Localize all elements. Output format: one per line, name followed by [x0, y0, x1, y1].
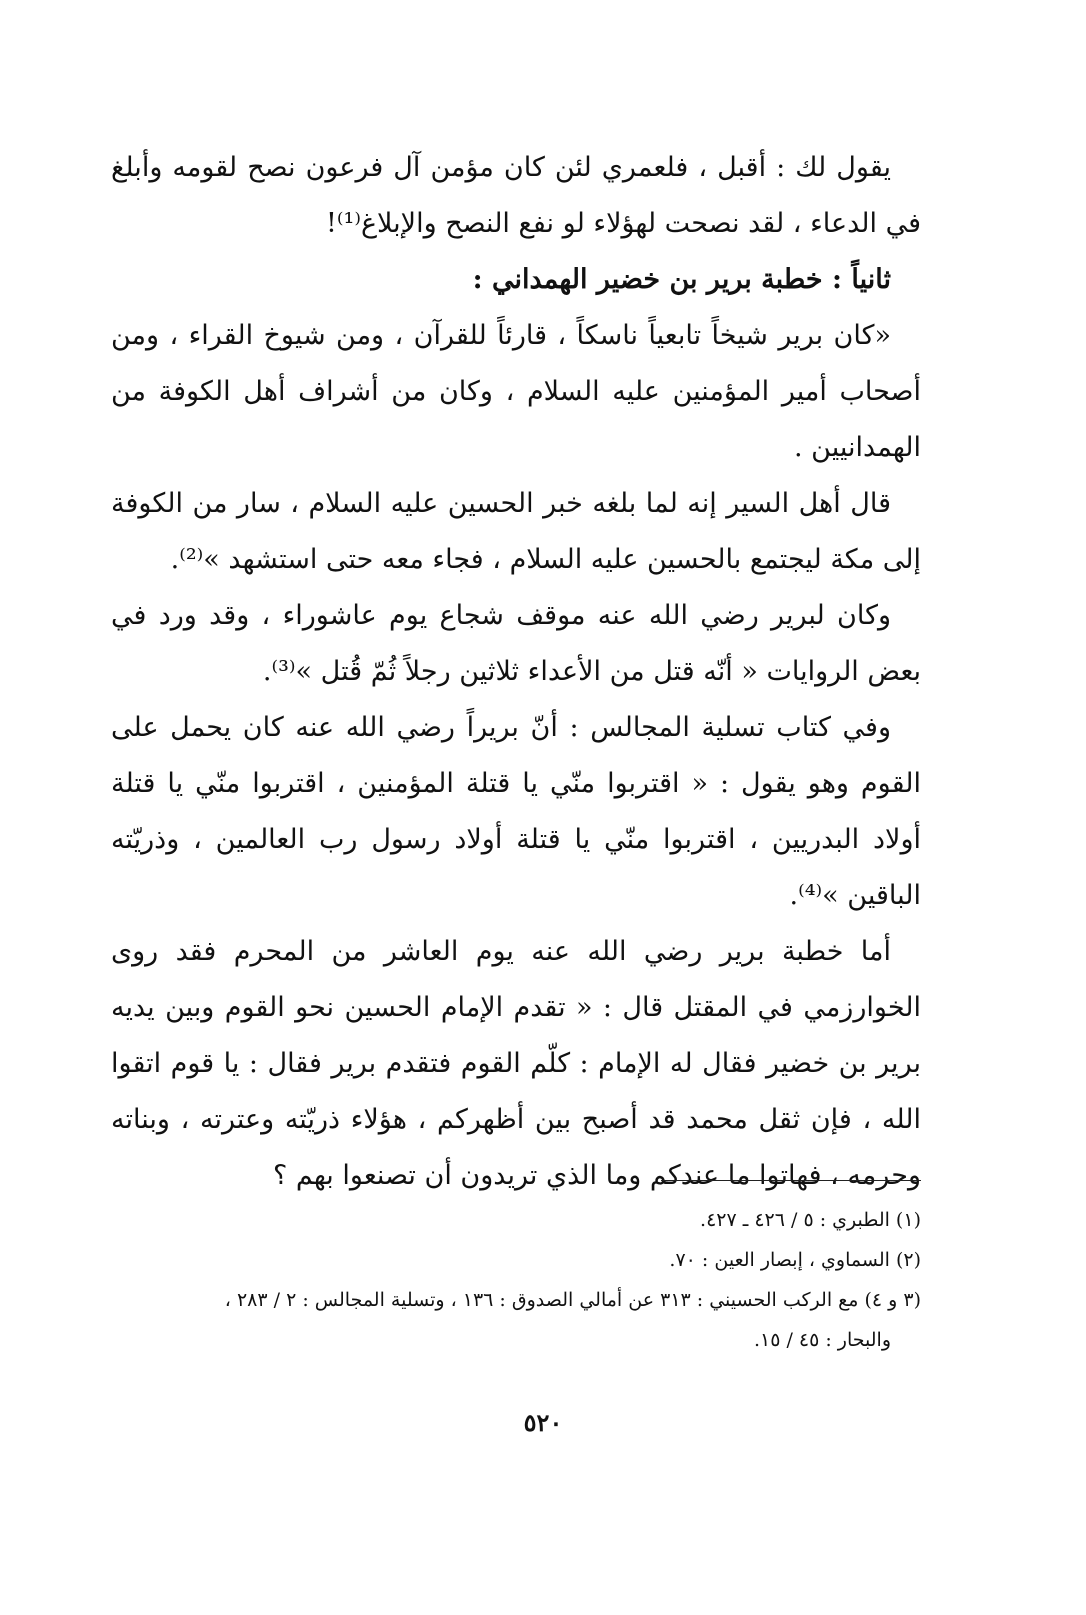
footnote-1: (١) الطبري : ٥ / ٤٢٦ ـ ٤٢٧.: [700, 1209, 921, 1231]
main-text: [111, 140, 921, 1204]
footnotes: [111, 1200, 921, 1360]
paragraph-4: وكان لبرير رضي الله عنه موقف شجاع يوم عاشوراء ، وقد ورد في بعض الروايات « أنّه قتل من الأعداء ثلاثين رجلاً ثُمّ قُتل »⁽³⁾.: [111, 600, 921, 687]
paragraph-3: قال أهل السير إنه لما بلغه خبر الحسين عليه السلام ، سار من الكوفة إلى مكة ليجتمع بالحسين عليه السلام ، فجاء معه حتى استشهد »⁽²⁾.: [111, 488, 921, 575]
section-heading: ثانياً : خطبة برير بن خضير الهمداني :: [472, 264, 891, 295]
paragraph-5: وفي كتاب تسلية المجالس : أنّ بريراً رضي الله عنه كان يحمل على القوم وهو يقول : « اقتربوا منّي يا قتلة المؤمنين ، اقتربوا منّي يا قتلة أولاد البدريين ، اقتربوا منّي يا قتلة أولاد رسول رب العالمين ، وذريّته الباقين »⁽⁴⁾.: [111, 712, 921, 911]
footnote-separator: [661, 1180, 921, 1181]
footnote-2: (٢) السماوي ، إبصار العين : ٧٠.: [669, 1249, 921, 1271]
paragraph-1: يقول لك : أقبل ، فلعمري لئن كان مؤمن آل فرعون نصح لقومه وأبلغ في الدعاء ، لقد نصحت لهؤلاء لو نفع النصح والإبلاغ⁽¹⁾!: [111, 152, 921, 239]
page-number: ٥٢٠: [523, 1408, 563, 1437]
footnote-3: (٣ و ٤) مع الركب الحسيني : ٣١٣ عن أمالي الصدوق : ١٣٦ ، وتسلية المجالس : ٢ / ٢٨٣ ،: [224, 1289, 921, 1311]
paragraph-2: «كان برير شيخاً تابعياً ناسكاً ، قارئاً للقرآن ، ومن شيوخ القراء ، ومن أصحاب أمير المؤمنين عليه السلام ، وكان من أشراف أهل الكوفة من الهمدانيين .: [111, 320, 921, 463]
footnote-3-continued: والبحار : ٤٥ / ١٥.: [753, 1329, 891, 1351]
paragraph-6: أما خطبة برير رضي الله عنه يوم العاشر من المحرم فقد روى الخوارزمي في المقتل قال : « تقدم الإمام الحسين نحو القوم وبين يديه برير بن خضير فقال له الإمام : كلّم القوم فتقدم برير فقال : يا قوم اتقوا الله ، فإن ثقل محمد قد أصبح بين أظهركم ، هؤلاء ذريّته وعترته ، وبناته وحرمه ، فهاتوا ما عندكم وما الذي تريدون أن تصنعوا بهم ؟: [111, 936, 921, 1191]
